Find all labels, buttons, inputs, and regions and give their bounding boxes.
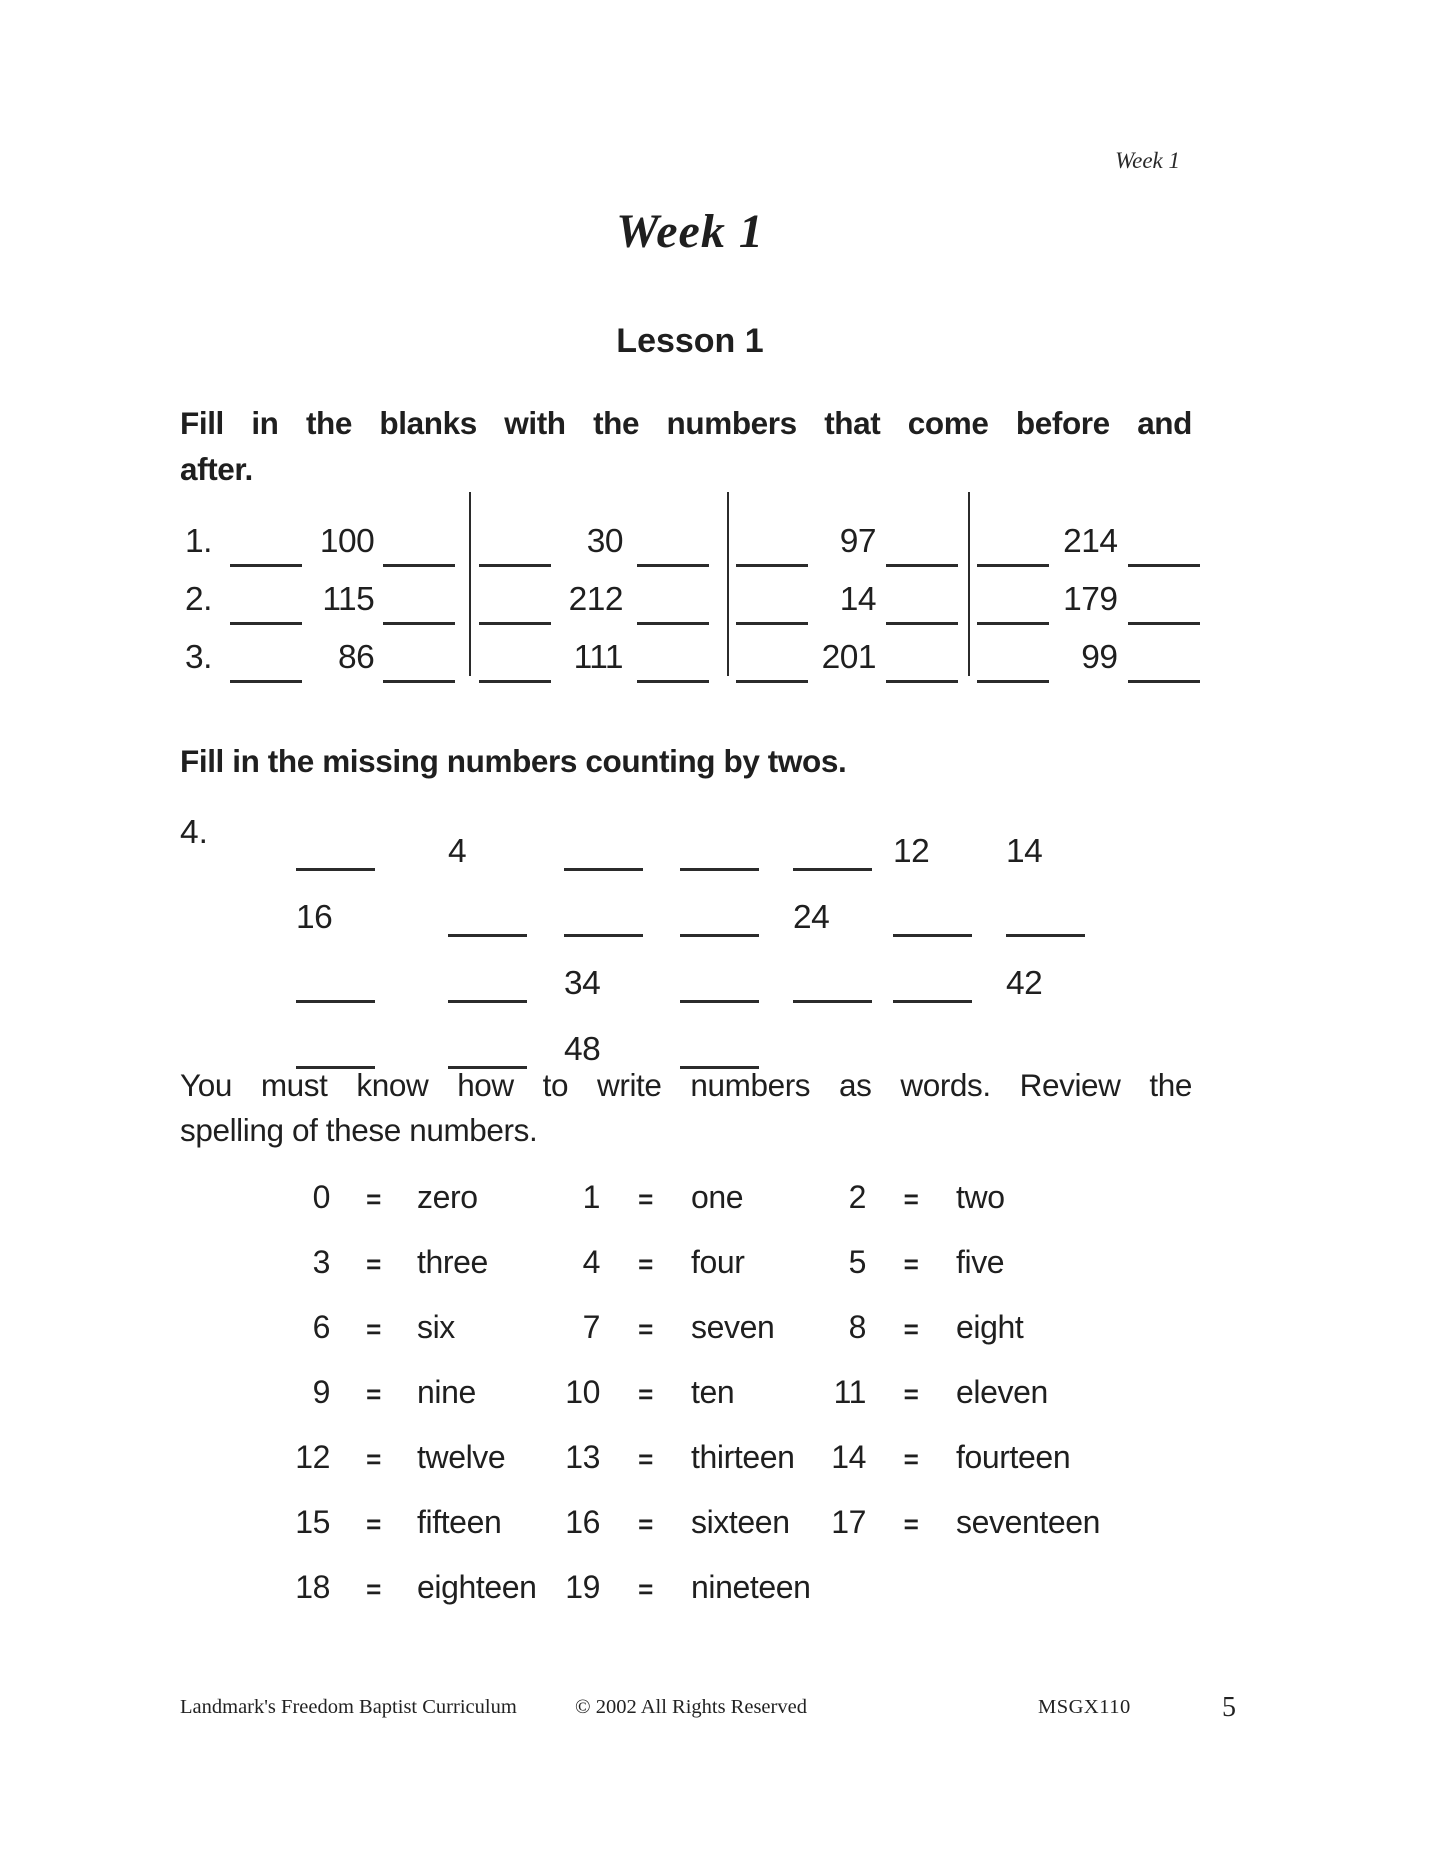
- lesson-subtitle: Lesson 1: [616, 322, 764, 360]
- given-number: 48: [564, 1030, 601, 1068]
- given-number: 12: [893, 832, 930, 870]
- word-cell: four: [691, 1244, 745, 1280]
- equals-sign: =: [903, 1184, 919, 1214]
- equals-sign: =: [366, 1184, 381, 1214]
- section2-instruction: Fill in the missing numbers counting by twos.: [180, 743, 847, 779]
- answer-blank[interactable]: [1128, 564, 1200, 567]
- worksheet-title: Week 1: [616, 205, 764, 258]
- problem-group: [727, 580, 968, 618]
- equals-sign: =: [638, 1184, 653, 1214]
- number-cell: 0: [312, 1179, 330, 1215]
- answer-blank[interactable]: [893, 934, 972, 937]
- problem-group: [469, 638, 727, 676]
- footer-copyright: © 2002 All Rights Reserved: [575, 1696, 807, 1718]
- equals-sign: =: [366, 1444, 381, 1474]
- counting-line-2: [180, 868, 1200, 934]
- problem-row-1: [180, 500, 1200, 558]
- number-cell: 4: [582, 1244, 600, 1280]
- given-number: 16: [296, 898, 333, 936]
- word-cell: sixteen: [691, 1504, 790, 1540]
- problem-group: [180, 522, 469, 560]
- word-cell: nineteen: [691, 1569, 811, 1605]
- column-divider: [968, 492, 970, 676]
- table-row: [180, 1230, 1200, 1295]
- answer-blank[interactable]: [448, 1000, 527, 1003]
- counting-line-3: [180, 934, 1200, 1000]
- number-cell: 1: [582, 1179, 600, 1215]
- equals-sign: =: [903, 1379, 919, 1409]
- equals-sign: =: [638, 1444, 653, 1474]
- given-number: 99: [1081, 638, 1118, 676]
- word-cell: nine: [417, 1374, 476, 1410]
- answer-blank[interactable]: [230, 622, 302, 625]
- number-cell: 16: [565, 1504, 600, 1540]
- given-number: 100: [319, 522, 375, 560]
- section1-instruction: [180, 400, 1192, 492]
- footer-code: MSGX110: [1038, 1696, 1131, 1718]
- answer-blank[interactable]: [886, 564, 958, 567]
- number-cell: 15: [295, 1504, 330, 1540]
- answer-blank[interactable]: [230, 564, 302, 567]
- answer-blank[interactable]: [296, 868, 375, 871]
- answer-blank[interactable]: [479, 680, 551, 683]
- answer-blank[interactable]: [296, 1000, 375, 1003]
- before-after-block: [180, 500, 1200, 676]
- problem-group: [180, 580, 469, 618]
- page-footer: [0, 1692, 1445, 1732]
- answer-blank[interactable]: [736, 680, 808, 683]
- number-cell: 17: [831, 1504, 866, 1540]
- number-cell: 10: [565, 1374, 600, 1410]
- answer-blank[interactable]: [230, 680, 302, 683]
- number-cell: 9: [312, 1374, 330, 1410]
- problem-group: [968, 522, 1200, 560]
- number-cell: 8: [848, 1309, 866, 1345]
- word-cell: one: [691, 1179, 744, 1215]
- equals-sign: =: [903, 1249, 919, 1279]
- answer-blank[interactable]: [479, 564, 551, 567]
- table-row: [180, 1490, 1200, 1555]
- answer-blank[interactable]: [1128, 680, 1200, 683]
- answer-blank[interactable]: [977, 564, 1049, 567]
- footer-page-number: 5: [1222, 1692, 1236, 1723]
- answer-blank[interactable]: [793, 868, 872, 871]
- answer-blank[interactable]: [736, 564, 808, 567]
- equals-sign: =: [903, 1444, 919, 1474]
- problem-group: [727, 638, 968, 676]
- problem-group: [180, 638, 469, 676]
- column-divider: [469, 492, 471, 676]
- word-cell: two: [956, 1179, 1005, 1215]
- answer-blank[interactable]: [680, 934, 759, 937]
- table-row: [180, 1295, 1200, 1360]
- given-number: 14: [1006, 832, 1043, 870]
- problem-group: [727, 522, 968, 560]
- number-cell: 2: [848, 1179, 866, 1215]
- section3-instruction-line1: You must know how to write numbers as words. Review the: [180, 1067, 1192, 1103]
- table-row: [180, 1165, 1200, 1230]
- problem-group: [469, 580, 727, 618]
- problem-group: [968, 580, 1200, 618]
- equals-sign: =: [638, 1509, 653, 1539]
- section3-instruction: [180, 1063, 1192, 1153]
- column-divider: [727, 492, 729, 676]
- equals-sign: =: [366, 1314, 381, 1344]
- word-cell: five: [956, 1244, 1005, 1280]
- equals-sign: =: [638, 1379, 653, 1409]
- problem-group: [968, 638, 1200, 676]
- given-number: 214: [1063, 522, 1118, 560]
- answer-blank[interactable]: [977, 622, 1049, 625]
- word-cell: eleven: [956, 1374, 1048, 1410]
- answer-blank[interactable]: [448, 934, 527, 937]
- section1-instruction-line2: after.: [180, 451, 253, 487]
- given-number: 14: [839, 580, 876, 618]
- given-number: 111: [573, 638, 623, 676]
- answer-blank[interactable]: [1128, 622, 1200, 625]
- equals-sign: =: [638, 1249, 653, 1279]
- number-cell: 12: [295, 1439, 330, 1475]
- number-cell: 7: [582, 1309, 600, 1345]
- table-row: [180, 1425, 1200, 1490]
- counting-line-4: [180, 1000, 1200, 1066]
- equals-sign: =: [366, 1249, 381, 1279]
- answer-blank[interactable]: [383, 680, 455, 683]
- row-label: 4.: [180, 814, 208, 851]
- section3-instruction-line2: spelling of these numbers.: [180, 1112, 538, 1148]
- answer-blank[interactable]: [564, 868, 643, 871]
- word-cell: seventeen: [956, 1504, 1101, 1540]
- answer-blank[interactable]: [736, 622, 808, 625]
- answer-blank[interactable]: [886, 622, 958, 625]
- given-number: 24: [793, 898, 830, 936]
- equals-sign: =: [366, 1379, 381, 1409]
- answer-blank[interactable]: [977, 680, 1049, 683]
- given-number: 97: [839, 522, 876, 560]
- number-cell: 3: [312, 1244, 330, 1280]
- table-row: [180, 1555, 1200, 1620]
- row-label: 2.: [185, 580, 212, 618]
- given-number: 179: [1063, 580, 1118, 618]
- row-label: 3.: [185, 638, 212, 676]
- answer-blank[interactable]: [383, 622, 455, 625]
- answer-blank[interactable]: [1006, 934, 1085, 937]
- answer-blank[interactable]: [637, 622, 709, 625]
- problem-group: [469, 522, 727, 560]
- equals-sign: =: [903, 1509, 919, 1539]
- answer-blank[interactable]: [479, 622, 551, 625]
- table-row: [180, 1360, 1200, 1425]
- answer-blank[interactable]: [893, 1000, 972, 1003]
- number-cell: 6: [312, 1309, 330, 1345]
- number-word-table: [180, 1165, 1200, 1620]
- number-cell: 5: [848, 1244, 866, 1280]
- word-cell: three: [417, 1244, 488, 1280]
- answer-blank[interactable]: [564, 934, 643, 937]
- footer-credit: Landmark's Freedom Baptist Curriculum: [180, 1696, 517, 1718]
- answer-blank[interactable]: [637, 564, 709, 567]
- word-cell: zero: [417, 1179, 478, 1215]
- given-number: 115: [322, 580, 375, 618]
- number-cell: 14: [831, 1439, 866, 1475]
- number-cell: 11: [833, 1374, 866, 1410]
- counting-line-1: [180, 802, 1200, 868]
- given-number: 34: [564, 964, 601, 1002]
- word-cell: six: [417, 1309, 455, 1345]
- equals-sign: =: [638, 1314, 653, 1344]
- answer-blank[interactable]: [680, 1000, 759, 1003]
- given-number: 30: [586, 522, 623, 560]
- word-cell: eighteen: [417, 1569, 537, 1605]
- answer-blank[interactable]: [793, 1000, 872, 1003]
- answer-blank[interactable]: [383, 564, 455, 567]
- equals-sign: =: [638, 1574, 653, 1604]
- given-number: 4: [448, 832, 467, 870]
- answer-blank[interactable]: [886, 680, 958, 683]
- number-cell: 13: [565, 1439, 600, 1475]
- corner-header-label: Week 1: [1115, 148, 1180, 173]
- given-number: 212: [568, 580, 623, 618]
- word-cell: eight: [956, 1309, 1024, 1345]
- number-cell: 19: [565, 1569, 600, 1605]
- row-label: 1.: [185, 522, 212, 560]
- word-cell: fifteen: [417, 1504, 502, 1540]
- word-cell: fourteen: [956, 1439, 1071, 1475]
- counting-by-twos-block: [180, 802, 1200, 1066]
- word-cell: ten: [691, 1374, 735, 1410]
- section1-instruction-line1: Fill in the blanks with the numbers that come before and: [180, 405, 1192, 441]
- number-cell: 18: [295, 1569, 330, 1605]
- word-cell: thirteen: [691, 1439, 795, 1475]
- given-number: 201: [821, 638, 876, 676]
- given-number: 86: [338, 638, 375, 676]
- word-cell: seven: [691, 1309, 775, 1345]
- word-cell: twelve: [417, 1439, 506, 1475]
- answer-blank[interactable]: [680, 868, 759, 871]
- equals-sign: =: [366, 1509, 381, 1539]
- equals-sign: =: [903, 1314, 919, 1344]
- given-number: 42: [1006, 964, 1043, 1002]
- equals-sign: =: [366, 1574, 381, 1604]
- answer-blank[interactable]: [637, 680, 709, 683]
